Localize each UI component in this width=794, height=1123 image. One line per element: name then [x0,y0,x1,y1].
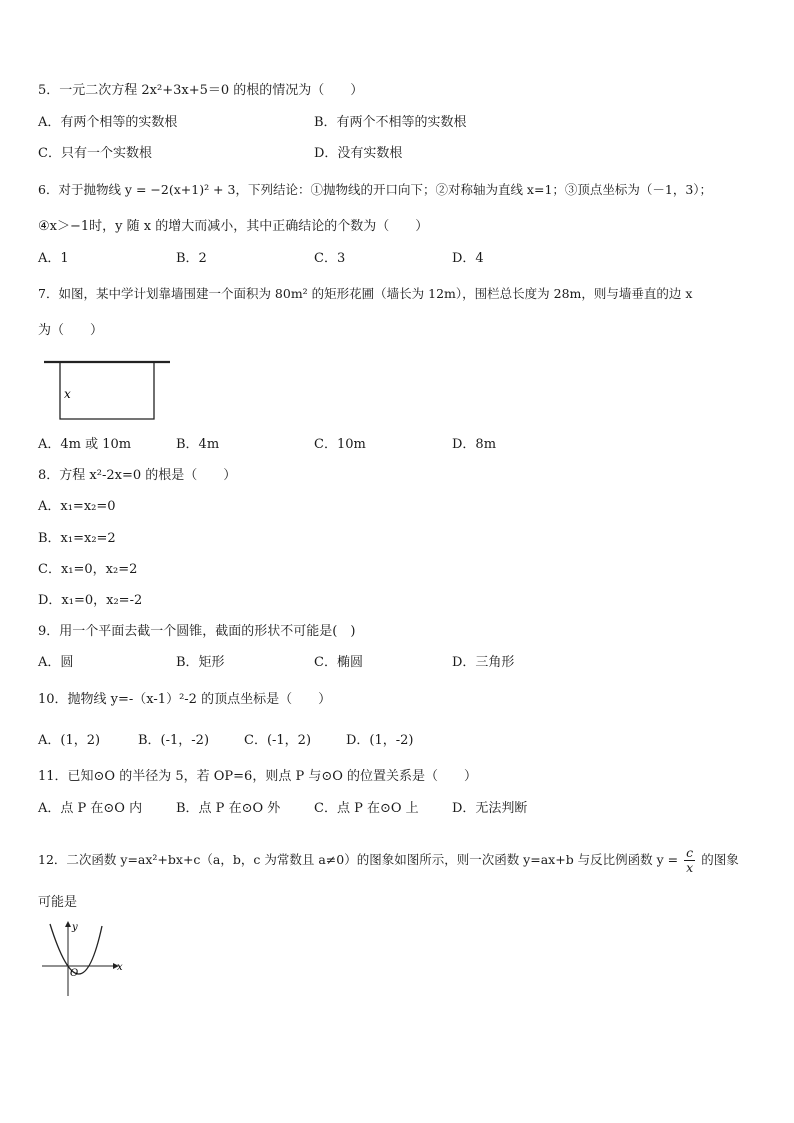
q8-option-b: B．x₁=x₂=2 [38,531,116,546]
q12-stem-part-a: 12．二次函数 y=ax²+bx+c（a，b，c 为常数且 a≠0）的图象如图所示，则一次函数 y=ax+b 与反比例函数 y = [38,852,679,867]
y-axis-label: y [72,922,78,933]
q7-option-c: C．10m [314,437,366,452]
q6-option-c: C．3 [314,251,346,266]
q8-option-d: D．x₁=0，x₂=-2 [38,593,143,608]
q9-option-b: B．矩形 [176,655,225,670]
q12-stem-line2: 可能是 [38,895,78,910]
q7-option-d: D．8m [452,437,497,452]
q5-option-a: A．有两个相等的实数根 [38,115,178,130]
fraction-numerator: c [686,845,694,860]
q7-stem-line2: 为（ ） [38,323,104,338]
q5-stem: 5．一元二次方程 2x²+3x+5＝0 的根的情况为（ ） [38,83,364,98]
q10-option-d: D．(1，-2) [346,733,414,748]
q7-option-a: A．4m 或 10m [38,437,132,452]
q5-option-d: D．没有实数根 [314,146,403,161]
q9-option-d: D．三角形 [452,655,515,670]
q12-parabola-figure [38,918,128,1000]
origin-label: O [70,968,79,979]
q6-stem-line1: 6．对于抛物线 y = −2(x+1)² + 3，下列结论：①抛物线的开口向下；②对称轴为直线 x=1；③顶点坐标为（－1，3）； [38,182,713,197]
q8-option-a: A．x₁=x₂=0 [38,499,116,514]
q6-option-b: B．2 [176,251,207,266]
q11-option-c: C．点 P 在⊙O 上 [314,801,419,816]
q5-option-c: C．只有一个实数根 [38,146,152,161]
q9-option-c: C．椭圆 [314,655,363,670]
q9-option-a: A．圆 [38,655,74,670]
q8-stem: 8．方程 x²-2x=0 的根是（ ） [38,468,237,483]
q10-option-c: C．(-1，2) [244,733,312,748]
q11-option-a: A．点 P 在⊙O 内 [38,801,143,816]
q5-option-b: B．有两个不相等的实数根 [314,115,467,130]
x-axis-label: x [117,962,123,973]
q8-option-c: C．x₁=0，x₂=2 [38,562,138,577]
q10-option-a: A．(1，2) [38,733,101,748]
q6-stem-line2: ④x＞−1时，y 随 x 的增大而减小，其中正确结论的个数为（ ） [38,219,429,234]
fence-rectangle [60,362,154,419]
q10-option-b: B．(-1，-2) [138,733,210,748]
q6-option-d: D．4 [452,251,484,266]
q11-stem: 11．已知⊙O 的半径为 5，若 OP=6，则点 P 与⊙O 的位置关系是（ ） [38,769,478,784]
fraction-c-over-x [684,846,695,875]
q12-stem-part-b: 的图象 [701,852,739,867]
q11-option-b: B．点 P 在⊙O 外 [176,801,281,816]
q10-stem: 10．抛物线 y=-（x-1）²-2 的顶点坐标是（ ） [38,692,332,707]
fraction-denominator: x [686,860,694,875]
q12-stem-line1 [38,846,739,875]
q7-option-b: B．4m [176,437,220,452]
q7-stem-line1: 7．如图，某中学计划靠墙围建一个面积为 80m² 的矩形花圃（墙长为 12m），围栏总长度为 28m，则与墙垂直的边 x [38,286,693,301]
q6-option-a: A．1 [38,251,69,266]
q9-stem: 9．用一个平面去截一个圆锥，截面的形状不可能是( ) [38,624,356,639]
q7-rectangle-figure [44,356,174,422]
q11-option-d: D．无法判断 [452,801,528,816]
side-x-label: x [64,387,71,401]
